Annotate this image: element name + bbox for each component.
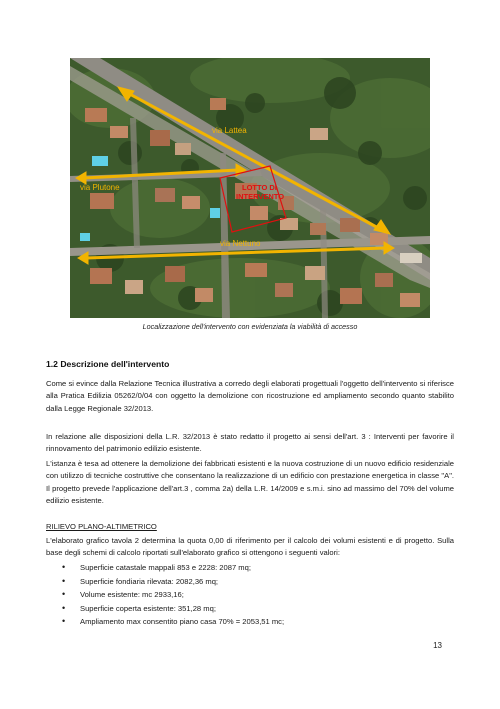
street-label-nettuno: via Nettuno: [220, 239, 261, 248]
list-item: • Superficie fondiaria rilevata: 2082,36 mq;: [60, 575, 284, 589]
street-label-lattea: via Lattea: [212, 126, 247, 135]
figure-caption: Localizzazione dell'intervento con evidenziata la viabilità di accesso: [142, 322, 358, 331]
list-item: • Superficie catastale mappali 853 e 2228: 2087 mq;: [60, 561, 284, 575]
list-item: • Volume esistente: mc 2933,16;: [60, 588, 284, 602]
list-item: • Superficie coperta esistente: 351,28 mq;: [60, 602, 284, 616]
paragraph-1: Come si evince dalla Relazione Tecnica illustrativa a corredo degli elaborati progettuali l'oggetto dell'intervento si riferisce alla Pratica Edilizia 05262/0/04 con oggetto la demolizione con ricostruzione ed ampliamento secondo quanto stabilito dalla Legge Regionale 32/2013.: [46, 379, 454, 413]
paragraph-3: L'istanza è tesa ad ottenere la demolizione dei fabbricati esistenti e la nuova costruzione di un nuovo edificio residenziale con utilizzo di tecniche costruttive che consentano la realizzazione di un edificio con prestazione energetica in classe "A". Il progetto prevede l'applicazione dell'art.3 , comma 2a) della L.R. 14/2009 e s.m.i. sino ad massimo del 70% del volume edilizio esistente.: [46, 459, 454, 505]
paragraph-2: In relazione alle disposizioni della L.R. 32/2013 è stato redatto il progetto ai sensi dell'art. 3 : Interventi per favorire il rinnovamento del patrimonio edilizio esistente.: [46, 432, 454, 454]
lotto-label-line1: LOTTO DI: [242, 183, 277, 192]
aerial-map-image: [70, 58, 430, 318]
list-item: • Ampliamento max consentito piano casa 70% = 2053,51 mc;: [60, 615, 284, 629]
paragraph-4: L'elaborato grafico tavola 2 determina la quota 0,00 di riferimento per il calcolo dei volumi esistenti e di progetto. Sulla base degli schemi di calcolo riportati sull'elaborato grafico si ottengono i seguenti valori:: [46, 536, 454, 558]
street-label-plutone: via Plutone: [80, 183, 120, 192]
values-list: [60, 561, 284, 629]
page-number: 13: [433, 641, 442, 650]
section-heading: 1.2 Descrizione dell'intervento: [46, 359, 170, 369]
subheading-rilievo: RILIEVO PLANO-ALTIMETRICO: [46, 522, 157, 531]
lotto-label-line2: INTERVENTO: [236, 192, 285, 201]
aerial-photo: [70, 58, 430, 318]
